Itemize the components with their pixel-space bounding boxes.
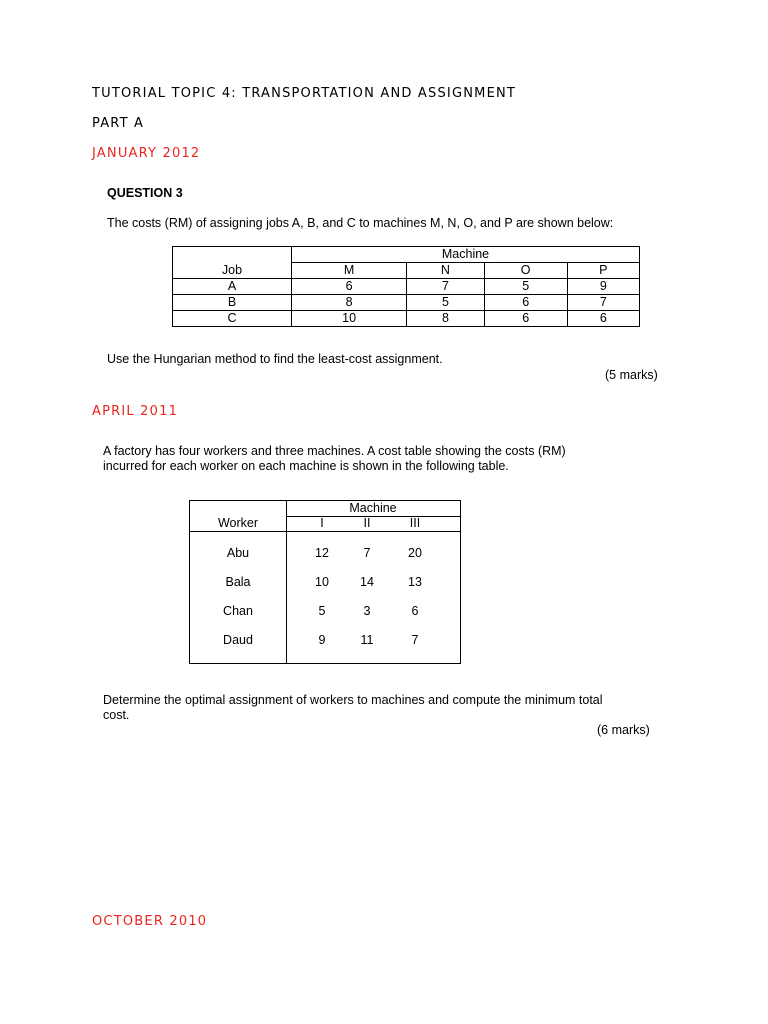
job-machine-cost-table — [172, 246, 640, 327]
cost-cell: 12 — [315, 546, 329, 560]
question-instruction: Use the Hungarian method to find the least-cost assignment. — [107, 352, 443, 366]
job-cell: A — [173, 279, 292, 295]
cost-cell: 7 — [567, 295, 639, 311]
cost-cell: 10 — [292, 311, 407, 327]
part-label: PART A — [92, 116, 145, 131]
section-heading-october-2010: OCTOBER 2010 — [92, 914, 208, 929]
cost-cell: 9 — [318, 633, 326, 647]
cost-cell: 6 — [484, 295, 567, 311]
machine-header: Machine — [292, 247, 640, 263]
cost-cell: 14 — [360, 575, 374, 589]
column-header: P — [567, 263, 639, 279]
question-intro-line: A factory has four workers and three machines. A cost table showing the costs (RM) — [103, 444, 566, 458]
question-intro-line: incurred for each worker on each machine is shown in the following table. — [103, 459, 509, 473]
cost-cell: 7 — [407, 279, 485, 295]
question-instruction-line: cost. — [103, 708, 130, 722]
cost-cell: 5 — [484, 279, 567, 295]
worker-name: Chan — [223, 604, 253, 618]
worker-machine-cost-table — [189, 500, 461, 664]
cost-cell: 7 — [363, 546, 371, 560]
job-cell: B — [173, 295, 292, 311]
table-row — [173, 311, 640, 327]
cost-cell: 11 — [360, 633, 374, 647]
table-corner — [173, 247, 292, 263]
marks-label: (5 marks) — [605, 368, 658, 382]
section-heading-april-2011: APRIL 2011 — [92, 404, 179, 419]
cost-cell: 7 — [411, 633, 419, 647]
job-cell: C — [173, 311, 292, 327]
table-divider — [286, 501, 287, 663]
worker-name: Abu — [226, 546, 250, 560]
marks-label: (6 marks) — [597, 723, 650, 737]
question-instruction-line: Determine the optimal assignment of workers to machines and compute the minimum total — [103, 693, 603, 707]
table-row — [173, 295, 640, 311]
worker-name: Bala — [225, 575, 251, 589]
column-header: M — [292, 263, 407, 279]
column-header: O — [484, 263, 567, 279]
cost-cell: 20 — [408, 546, 422, 560]
table-divider — [190, 531, 460, 532]
table-row — [173, 279, 640, 295]
cost-cell: 5 — [407, 295, 485, 311]
column-header: III — [409, 516, 421, 530]
cost-cell: 6 — [567, 311, 639, 327]
column-header: I — [320, 516, 324, 530]
cost-cell: 6 — [411, 604, 419, 618]
cost-cell: 8 — [292, 295, 407, 311]
cost-cell: 13 — [408, 575, 422, 589]
machine-header: Machine — [349, 501, 397, 515]
cost-cell: 8 — [407, 311, 485, 327]
column-header: N — [407, 263, 485, 279]
cost-cell: 6 — [484, 311, 567, 327]
column-header: II — [363, 516, 371, 530]
worker-name: Daud — [223, 633, 253, 647]
question-heading: QUESTION 3 — [107, 186, 183, 200]
cost-cell: 9 — [567, 279, 639, 295]
question-intro: The costs (RM) of assigning jobs A, B, and C to machines M, N, O, and P are shown below: — [107, 216, 614, 230]
worker-header: Worker — [217, 516, 259, 530]
cost-cell: 6 — [292, 279, 407, 295]
section-heading-january-2012: JANUARY 2012 — [92, 146, 201, 161]
cost-cell: 10 — [315, 575, 329, 589]
job-header: Job — [173, 263, 292, 279]
cost-cell: 3 — [363, 604, 371, 618]
document-title: TUTORIAL TOPIC 4: TRANSPORTATION AND ASSIGNMENT — [92, 86, 517, 101]
cost-cell: 5 — [318, 604, 326, 618]
